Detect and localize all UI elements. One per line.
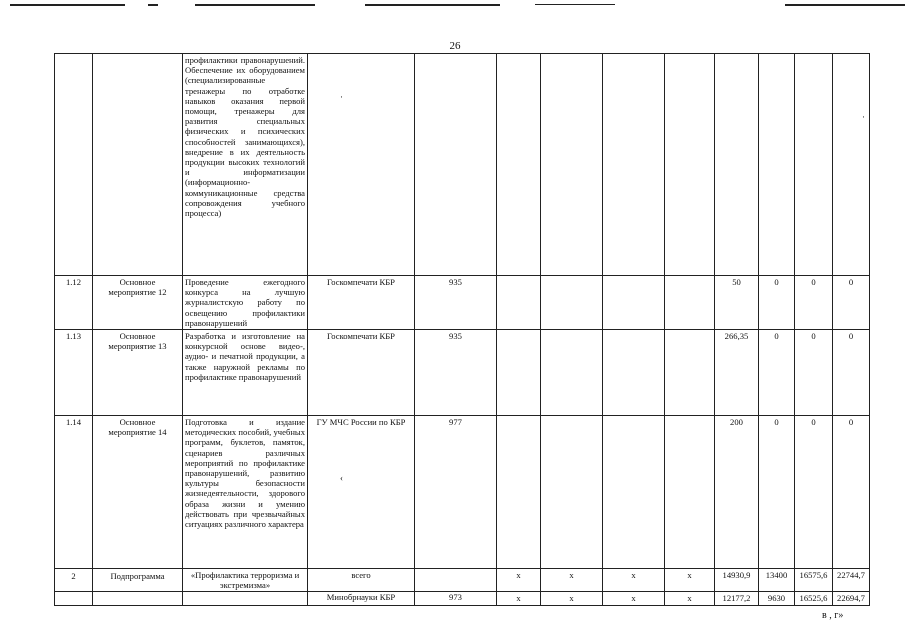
scan-edge-line xyxy=(148,4,158,6)
cell-num: 1.14 xyxy=(55,416,93,569)
cell-executor: Минобрнауки КБР xyxy=(308,592,415,605)
scan-edge-line xyxy=(365,4,500,6)
cell-num xyxy=(55,592,93,605)
cell-empty xyxy=(497,54,541,276)
cell-executor: ГУ МЧС России по КБР xyxy=(308,416,415,569)
cell-empty xyxy=(541,54,603,276)
cell-executor: Госкомпечати КБР xyxy=(308,330,415,416)
cell-x: x xyxy=(541,569,603,592)
cell-empty xyxy=(497,416,541,569)
table-row xyxy=(55,54,870,276)
cell-value: 22694,7 xyxy=(833,592,870,605)
cell-description: «Профилактика терроризма и экстремизма» xyxy=(183,569,308,592)
cell-empty xyxy=(497,330,541,416)
cell-value: 50 xyxy=(715,276,759,330)
cell-num: 2 xyxy=(55,569,93,592)
cell-value: 0 xyxy=(833,416,870,569)
cell-value: 12177,2 xyxy=(715,592,759,605)
cell-value: 16525,6 xyxy=(795,592,833,605)
budget-table xyxy=(54,53,870,606)
cell-executor xyxy=(308,54,415,276)
cell-code: 935 xyxy=(415,330,497,416)
cell-value: 0 xyxy=(795,276,833,330)
cell-empty xyxy=(497,276,541,330)
cell-value xyxy=(759,54,795,276)
cell-name xyxy=(93,54,183,276)
cell-value: 13400 xyxy=(759,569,795,592)
cell-name: Подпрограмма xyxy=(93,569,183,592)
table-row xyxy=(55,569,870,592)
cell-empty xyxy=(665,276,715,330)
cell-value: 16575,6 xyxy=(795,569,833,592)
page-number: 26 xyxy=(449,40,461,52)
table-row xyxy=(55,276,870,330)
cell-value: 266,35 xyxy=(715,330,759,416)
cell-value: 0 xyxy=(833,276,870,330)
cell-empty xyxy=(541,330,603,416)
scan-dot: · xyxy=(340,92,343,102)
cell-name: Основное мероприятие 14 xyxy=(93,416,183,569)
cell-description: профилактики правонарушений. Обеспечение их оборудованием (специализированные тренажеры по отработке навыков оказания первой помощи, тренажеры для развития специальных физических и психических способностей занимающихся), внедрение в их деятельность продукции высоких технологий и информатизации (информационно-коммуникационные средства сопровождения учебного процесса) xyxy=(183,54,308,276)
cell-empty xyxy=(541,416,603,569)
cell-x: x xyxy=(665,569,715,592)
cell-value: 0 xyxy=(795,330,833,416)
scan-dot: ‹ xyxy=(340,473,343,483)
cell-empty xyxy=(665,330,715,416)
cell-empty xyxy=(603,54,665,276)
scan-edge-line xyxy=(535,4,615,5)
cell-empty xyxy=(665,416,715,569)
cell-value: 22744,7 xyxy=(833,569,870,592)
cell-executor: всего xyxy=(308,569,415,592)
cell-x: x xyxy=(603,592,665,605)
cell-value: 9630 xyxy=(759,592,795,605)
cell-x: x xyxy=(665,592,715,605)
cell-empty xyxy=(665,54,715,276)
cell-x: x xyxy=(497,569,541,592)
cell-empty xyxy=(541,276,603,330)
scan-edge-line xyxy=(785,4,905,6)
cell-num: 1.12 xyxy=(55,276,93,330)
cell-name: Основное мероприятие 13 xyxy=(93,330,183,416)
cell-code: 973 xyxy=(415,592,497,605)
cell-code: 935 xyxy=(415,276,497,330)
cell-x: x xyxy=(603,569,665,592)
cell-code xyxy=(415,569,497,592)
cell-num xyxy=(55,54,93,276)
cell-value xyxy=(715,54,759,276)
cell-description xyxy=(183,592,308,605)
cell-value: 14930,9 xyxy=(715,569,759,592)
cell-value: 0 xyxy=(795,416,833,569)
cell-x: x xyxy=(497,592,541,605)
cell-code xyxy=(415,54,497,276)
cell-description: Подготовка и издание методических пособий, учебных программ, буклетов, памяток, сценариев различных мероприятий по профилактике правонарушений, развитию культуры безопасности жизнедеятельности, здорового образа жизни и умению действовать при чрезвычайных ситуациях различного характера xyxy=(183,416,308,569)
cell-value xyxy=(795,54,833,276)
footer-marks: в , г» xyxy=(822,610,844,621)
cell-value: 0 xyxy=(833,330,870,416)
cell-description: Проведение ежегодного конкурса на лучшую журналистскую работу по освещению профилактики правонарушений xyxy=(183,276,308,330)
cell-x: x xyxy=(541,592,603,605)
cell-name xyxy=(93,592,183,605)
table-row xyxy=(55,330,870,416)
cell-empty xyxy=(603,276,665,330)
scan-edge-line xyxy=(195,4,315,6)
cell-value: 0 xyxy=(759,276,795,330)
scan-dot: · xyxy=(862,112,865,122)
cell-executor: Госкомпечати КБР xyxy=(308,276,415,330)
scan-edge-line xyxy=(10,4,125,6)
table-row xyxy=(55,592,870,605)
cell-name: Основное мероприятие 12 xyxy=(93,276,183,330)
cell-num: 1.13 xyxy=(55,330,93,416)
table-row xyxy=(55,416,870,569)
cell-value xyxy=(833,54,870,276)
cell-code: 977 xyxy=(415,416,497,569)
cell-value: 0 xyxy=(759,330,795,416)
cell-value: 0 xyxy=(759,416,795,569)
cell-description: Разработка и изготовление на конкурсной основе видео-, аудио- и печатной продукции, а также наружной рекламы по профилактике правонарушений xyxy=(183,330,308,416)
cell-empty xyxy=(603,416,665,569)
cell-value: 200 xyxy=(715,416,759,569)
cell-empty xyxy=(603,330,665,416)
